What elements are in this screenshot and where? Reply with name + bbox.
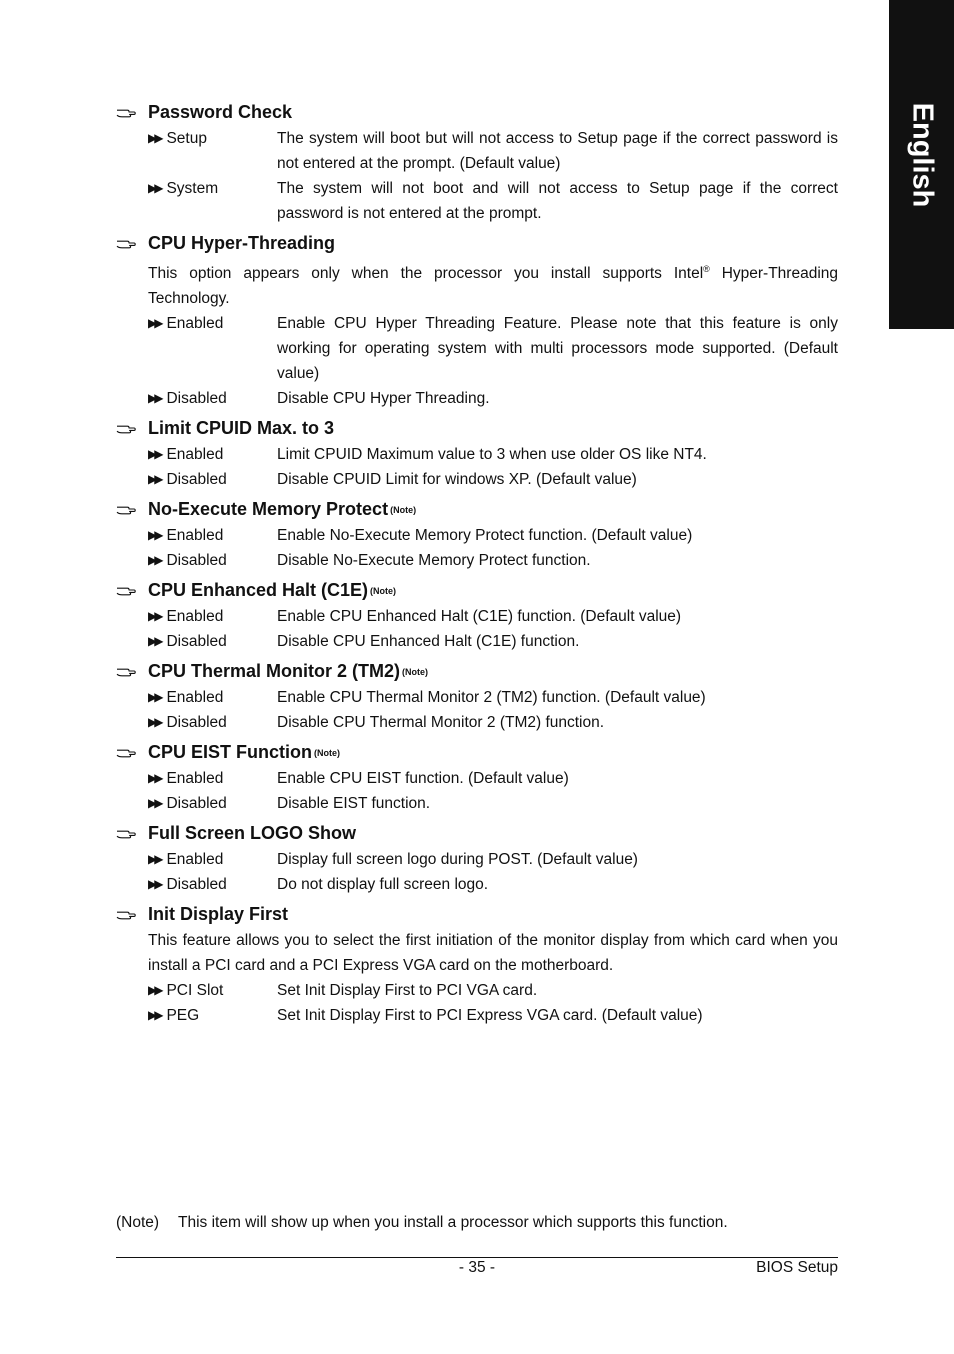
option-name: Enabled [166, 770, 224, 788]
option-description: Enable CPU Thermal Monitor 2 (TM2) function. (Default value) [277, 689, 706, 707]
double-arrow-icon: ▶▶ [148, 391, 161, 406]
option-row [116, 872, 838, 897]
option-row [116, 978, 838, 1003]
option-row [116, 685, 838, 710]
description-text: This option appears only when the processor you install supports Intel [148, 265, 704, 283]
footnote-text: This item will show up when you install a processor which supports this function. [178, 1214, 728, 1231]
option-row [116, 523, 838, 548]
setting-heading [116, 415, 838, 442]
option-description: Enable No-Execute Memory Protect function. (Default value) [277, 527, 693, 545]
registered-mark: ® [703, 264, 710, 274]
option-description: Disable CPU Hyper Threading. [277, 390, 490, 408]
setting-section [116, 901, 838, 1028]
option-description: Disable CPU Thermal Monitor 2 (TM2) function. [277, 714, 605, 732]
option-name: Disabled [166, 552, 227, 570]
setting-section [116, 415, 838, 492]
setting-title: CPU EIST Function [148, 742, 312, 763]
option-label [116, 847, 277, 872]
pointing-hand-icon [116, 423, 148, 434]
option-name: Disabled [166, 471, 227, 489]
option-label [116, 126, 277, 176]
double-arrow-icon: ▶▶ [148, 528, 161, 543]
setting-heading [116, 496, 838, 523]
option-label [116, 311, 277, 386]
double-arrow-icon: ▶▶ [148, 609, 161, 624]
double-arrow-icon: ▶▶ [148, 690, 161, 705]
option-name: Enabled [166, 851, 224, 869]
pointing-hand-icon [116, 238, 148, 249]
option-row [116, 604, 838, 629]
pointing-hand-icon [116, 828, 148, 839]
setting-section [116, 496, 838, 573]
setting-heading [116, 739, 838, 766]
option-description: Display full screen logo during POST. (Default value) [277, 851, 638, 869]
setting-description [148, 257, 838, 311]
option-label [116, 442, 277, 467]
double-arrow-icon: ▶▶ [148, 983, 161, 998]
note-marker: (Note) [314, 747, 340, 758]
option-description: Enable CPU EIST function. (Default value) [277, 770, 569, 788]
option-name: Enabled [166, 608, 224, 626]
option-row [116, 467, 838, 492]
double-arrow-icon: ▶▶ [148, 181, 161, 195]
chapter-name: BIOS Setup [756, 1259, 838, 1276]
setting-title: Limit CPUID Max. to 3 [148, 418, 335, 439]
option-name: Enabled [166, 527, 224, 545]
setting-title: CPU Thermal Monitor 2 (TM2) [148, 661, 401, 682]
option-label [116, 978, 277, 1003]
option-label [116, 386, 277, 411]
option-name: System [166, 180, 219, 197]
double-arrow-icon: ▶▶ [148, 715, 161, 730]
option-description: Set Init Display First to PCI Express VGA card. (Default value) [277, 1007, 703, 1025]
bios-settings-content [116, 99, 838, 1032]
option-description: Limit CPUID Maximum value to 3 when use older OS like NT4. [277, 446, 707, 464]
option-name: PEG [166, 1007, 200, 1025]
description-text: This feature allows you to select the first initiation of the monitor display from which card when you install a PCI card and a PCI Express VGA card on the motherboard. [148, 932, 838, 975]
setting-heading [116, 99, 838, 126]
setting-title: Full Screen LOGO Show [148, 823, 357, 844]
setting-heading [116, 820, 838, 847]
option-name: Disabled [166, 633, 227, 651]
option-label [116, 548, 277, 573]
setting-title: CPU Hyper-Threading [148, 233, 336, 253]
option-description: Disable No-Execute Memory Protect function. [277, 552, 591, 570]
option-row [116, 847, 838, 872]
note-marker: (Note) [402, 666, 429, 677]
note-marker: (Note) [390, 504, 417, 515]
setting-description [148, 928, 838, 978]
pointing-hand-icon [116, 107, 148, 118]
option-row [116, 766, 838, 791]
double-arrow-icon: ▶▶ [148, 877, 161, 892]
option-name: Setup [166, 130, 207, 147]
page-footer [116, 1257, 838, 1279]
option-row [116, 791, 838, 816]
footnote [116, 1210, 838, 1235]
option-name: Enabled [166, 689, 224, 707]
setting-heading [116, 901, 838, 928]
option-description: Disable CPUID Limit for windows XP. (Default value) [277, 471, 637, 489]
pointing-hand-icon [116, 747, 148, 758]
setting-heading [116, 577, 838, 604]
setting-section [116, 820, 838, 897]
setting-title: No-Execute Memory Protect [148, 499, 389, 520]
setting-heading [116, 230, 838, 257]
option-description: The system will boot but will not access to Setup page if the correct password is not entered at the prompt. (Default value) [277, 130, 838, 172]
option-label [116, 1003, 277, 1028]
option-label [116, 710, 277, 735]
setting-section [116, 99, 838, 226]
double-arrow-icon: ▶▶ [148, 553, 161, 568]
double-arrow-icon: ▶▶ [148, 796, 161, 811]
setting-heading [116, 658, 838, 685]
double-arrow-icon: ▶▶ [148, 852, 161, 867]
double-arrow-icon: ▶▶ [148, 472, 161, 487]
option-label [116, 685, 277, 710]
option-name: Disabled [166, 390, 227, 408]
double-arrow-icon: ▶▶ [148, 131, 161, 145]
option-name: Enabled [166, 315, 224, 333]
option-row [116, 311, 838, 386]
option-row [116, 548, 838, 573]
setting-section [116, 658, 838, 735]
double-arrow-icon: ▶▶ [148, 1008, 161, 1023]
option-label [116, 872, 277, 897]
pointing-hand-icon [116, 666, 148, 677]
option-name: Enabled [166, 446, 224, 464]
side-tab-label: English [906, 102, 938, 208]
option-description: Disable CPU Enhanced Halt (C1E) function. [277, 633, 580, 651]
language-side-tab [889, 0, 954, 329]
option-description: Set Init Display First to PCI VGA card. [277, 982, 538, 1000]
pointing-hand-icon [116, 909, 148, 920]
option-row [116, 126, 838, 176]
option-label [116, 791, 277, 816]
option-label [116, 467, 277, 492]
footnote-label: (Note) [116, 1214, 160, 1231]
setting-title: Init Display First [148, 904, 289, 925]
option-description: Disable EIST function. [277, 795, 431, 813]
pointing-hand-icon [116, 504, 148, 515]
option-description: The system will not boot and will not access to Setup page if the correct password is not entered at the prompt. [277, 180, 838, 222]
setting-section [116, 577, 838, 654]
option-name: Disabled [166, 714, 227, 732]
page-number: - 35 - [458, 1259, 496, 1276]
double-arrow-icon: ▶▶ [148, 447, 161, 462]
option-name: Disabled [166, 795, 227, 813]
double-arrow-icon: ▶▶ [148, 316, 161, 331]
option-description: Enable CPU Hyper Threading Feature. Please note that this feature is only working for operating system with multi processors mode supported. (Default value) [277, 315, 838, 383]
option-description: Do not display full screen logo. [277, 876, 489, 894]
option-label [116, 766, 277, 791]
note-marker: (Note) [370, 585, 397, 596]
option-row [116, 442, 838, 467]
option-label [116, 629, 277, 654]
double-arrow-icon: ▶▶ [148, 634, 161, 649]
option-row [116, 629, 838, 654]
option-label [116, 523, 277, 548]
option-description: Enable CPU Enhanced Halt (C1E) function. (Default value) [277, 608, 682, 626]
option-name: PCI Slot [166, 982, 224, 1000]
setting-title: Password Check [148, 102, 293, 122]
option-name: Disabled [166, 876, 227, 894]
option-row [116, 176, 838, 226]
description-text-end: Hyper-Threading Technology. [148, 265, 838, 308]
double-arrow-icon: ▶▶ [148, 771, 161, 786]
option-label [116, 176, 277, 226]
option-row [116, 1003, 838, 1028]
setting-section [116, 739, 838, 816]
setting-title: CPU Enhanced Halt (C1E) [148, 580, 369, 601]
option-row [116, 710, 838, 735]
option-row [116, 386, 838, 411]
pointing-hand-icon [116, 585, 148, 596]
setting-section [116, 230, 838, 411]
option-label [116, 604, 277, 629]
